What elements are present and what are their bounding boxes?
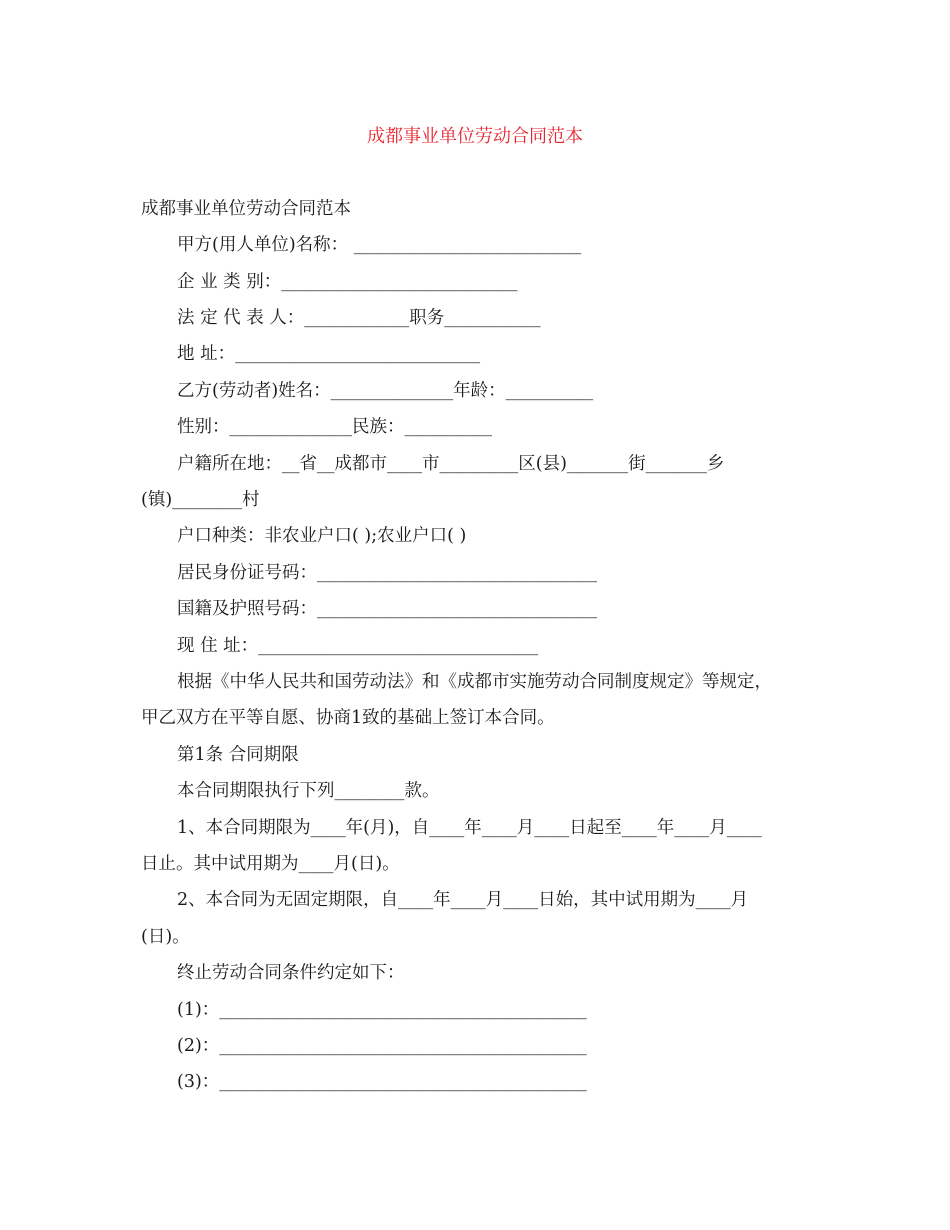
party-a-address-line: 地 址：____________________________ (177, 344, 481, 364)
party-b-hukou-type-line: 户口种类：非农业户口( );农业户口( ) (177, 526, 467, 546)
party-b-domicile-line-2: (镇)________村 (141, 490, 260, 510)
preamble-line-1: 根据《中华人民共和国劳动法》和《成都市实施劳动合同制度规定》等规定， (177, 672, 772, 692)
party-a-name-line: 甲方(用人单位)名称： __________________________ (177, 235, 582, 255)
article-1-item-1-line-1: 1、本合同期限为____年(月)，自____年____月____日起至____年____月____ (177, 818, 762, 838)
document-subtitle: 成都事业单位劳动合同范本 (141, 199, 351, 219)
party-b-gender-ethnic-line: 性别：______________民族：__________ (177, 417, 492, 437)
termination-condition-1: (1)：__________________________________________ (177, 1000, 587, 1020)
party-b-id-number-line: 居民身份证号码：________________________________ (177, 563, 597, 583)
article-1-item-2-line-2: (日)。 (141, 927, 190, 947)
party-a-legal-rep-line: 法 定 代 表 人：____________职务___________ (177, 308, 541, 328)
party-a-category-line: 企 业 类 别：___________________________ (177, 272, 518, 292)
termination-heading: 终止劳动合同条件约定如下： (177, 963, 405, 983)
article-1-intro: 本合同期限执行下列________款。 (177, 781, 440, 801)
page-title: 成都事业单位劳动合同范本 (367, 126, 583, 147)
article-1-item-2-line-1: 2、本合同为无固定期限，自____年____月____日始，其中试用期为____月 (177, 890, 749, 910)
termination-condition-2: (2)：__________________________________________ (177, 1036, 587, 1056)
article-1-item-1-line-2: 日止。其中试用期为____月(日)。 (141, 854, 400, 874)
party-b-domicile-line-1: 户籍所在地：__省__成都市____市_________区(县)_______街_______乡 (177, 454, 725, 474)
party-b-current-address-line: 现 住 址：________________________________ (177, 636, 539, 656)
article-1-heading: 第1条 合同期限 (177, 745, 299, 765)
party-b-name-age-line: 乙方(劳动者)姓名：______________年龄：__________ (177, 381, 594, 401)
party-b-passport-line: 国籍及护照号码：________________________________ (177, 599, 597, 619)
termination-condition-3: (3)：__________________________________________ (177, 1072, 587, 1092)
preamble-line-2: 甲乙双方在平等自愿、协商1致的基础上签订本合同。 (141, 708, 555, 728)
